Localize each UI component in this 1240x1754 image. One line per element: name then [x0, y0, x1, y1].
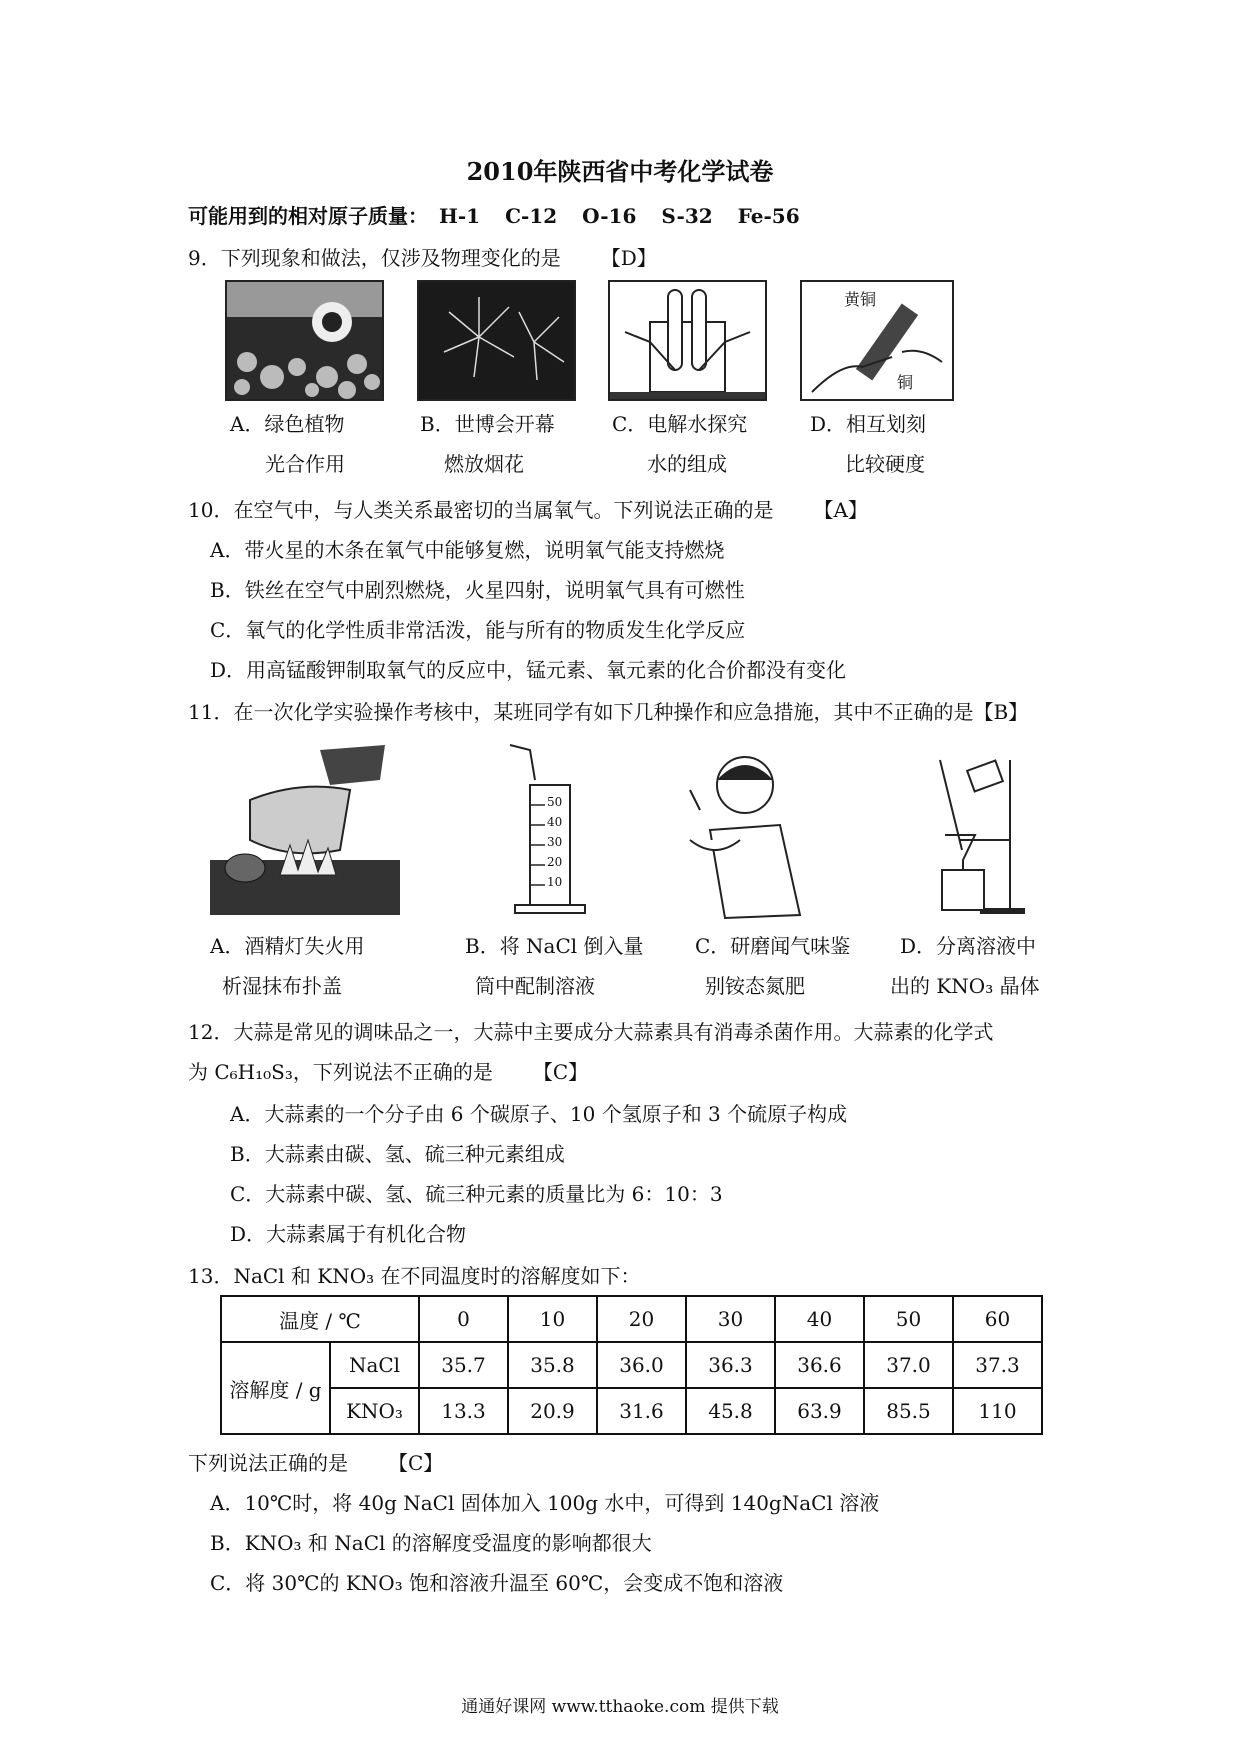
q12-option-d: D．大蒜素属于有机化合物: [230, 1222, 467, 1246]
q9-option-d-line2: 比较硬度: [845, 452, 925, 476]
alcohol-lamp-fire-image: [210, 740, 400, 918]
q9-option-b-line2: 燃放烟花: [444, 452, 524, 476]
table-cell: 45.8: [686, 1388, 775, 1434]
q10-option-a: A．带火星的木条在氧气中能够复燃，说明氧气能支持燃烧: [210, 538, 725, 562]
cylinder-mark-30: 30: [547, 835, 563, 849]
q11-option-c: [695, 926, 895, 1006]
q9-option-c: [612, 404, 812, 484]
temp-cell: 60: [953, 1296, 1042, 1342]
q11-option-b-line1: B．将 NaCl 倒入量: [465, 934, 644, 958]
q10-stem: [188, 494, 868, 523]
temp-cell: 30: [686, 1296, 775, 1342]
q12-option-c: C．大蒜素中碳、氢、硫三种元素的质量比为 6：10：3: [230, 1182, 723, 1206]
table-row: [221, 1388, 1042, 1434]
q11-option-d-line1: D．分离溶液中: [900, 934, 1037, 958]
table-row: [221, 1296, 1042, 1342]
q9-option-a-line1: A．绿色植物: [230, 412, 345, 436]
temp-cell: 10: [508, 1296, 597, 1342]
q12-option-b: B．大蒜素由碳、氢、硫三种元素组成: [230, 1142, 565, 1166]
solubility-table: [220, 1295, 1043, 1435]
q9-option-a-line2: 光合作用: [265, 452, 345, 476]
table-cell: 35.8: [508, 1342, 597, 1388]
q13-option-a: A．10℃时，将 40g NaCl 固体加入 100g 水中，可得到 140gNaCl 溶液: [210, 1491, 880, 1515]
table-cell: 36.0: [597, 1342, 686, 1388]
graduated-cylinder-image: [505, 740, 595, 918]
cylinder-mark-40: 40: [547, 815, 563, 829]
q13-option-b: B．KNO₃ 和 NaCl 的溶解度受温度的影响都很大: [210, 1531, 652, 1555]
q10-option-d: D．用高锰酸钾制取氧气的反应中，锰元素、氧元素的化合价都没有变化: [210, 658, 847, 682]
table-cell: 63.9: [775, 1388, 864, 1434]
q13-stem: 13．NaCl 和 KNO₃ 在不同温度时的溶解度如下：: [188, 1264, 641, 1288]
cylinder-mark-50: 50: [547, 795, 563, 809]
q12-stem-line2: [188, 1056, 588, 1085]
copper-label: 铜: [897, 373, 914, 392]
q9-option-d: [810, 404, 1010, 484]
table-cell: 110: [953, 1388, 1042, 1434]
table-cell: 20.9: [508, 1388, 597, 1434]
mass-h: H-1: [438, 204, 481, 228]
temp-header: 温度 / ℃: [221, 1296, 419, 1342]
mass-fe: Fe-56: [737, 204, 800, 228]
q13-option-c: C．将 30℃的 KNO₃ 饱和溶液升温至 60℃，会变成不饱和溶液: [210, 1571, 784, 1595]
cylinder-mark-10: 10: [547, 875, 563, 889]
q9-option-c-line2: 水的组成: [647, 452, 727, 476]
q9-option-b: [420, 404, 620, 484]
temp-cell: 40: [775, 1296, 864, 1342]
table-row: [221, 1342, 1042, 1388]
q11-option-a-line2: 析湿抹布扑盖: [222, 974, 342, 998]
q10-answer: 【A】: [813, 498, 868, 522]
q11-option-b-line2: 筒中配制溶液: [475, 974, 595, 998]
row-name: KNO₃: [330, 1388, 419, 1434]
atomic-masses: [188, 200, 818, 229]
q11-option-a: [210, 926, 410, 1006]
q11-stem: 11．在一次化学实验操作考核中，某班同学有如下几种操作和应急措施，其中不正确的是【B】: [188, 700, 1029, 724]
q11-option-d-line2: 出的 KNO₃ 晶体: [890, 974, 1040, 998]
q9-option-a: [230, 404, 430, 484]
q12-answer: 【C】: [532, 1060, 589, 1084]
temp-cell: 20: [597, 1296, 686, 1342]
q11-option-b: [465, 926, 665, 1006]
q12-stem-line2-text: 为 C₆H₁₀S₃，下列说法不正确的是: [188, 1060, 493, 1084]
table-cell: 37.3: [953, 1342, 1042, 1388]
q9-answer: 【D】: [600, 246, 657, 270]
table-cell: 37.0: [864, 1342, 953, 1388]
sunflower-image: [225, 280, 384, 401]
table-cell: 36.3: [686, 1342, 775, 1388]
atomic-masses-label: 可能用到的相对原子质量：: [188, 204, 428, 228]
table-cell: 13.3: [419, 1388, 508, 1434]
electrolysis-image: [608, 280, 767, 401]
table-cell: 31.6: [597, 1388, 686, 1434]
q11-option-d: [890, 926, 1100, 1006]
footer-source: 通通好课网 www.tthaoke.com 提供下载: [461, 1697, 779, 1717]
mass-c: C-12: [505, 204, 558, 228]
q12-option-a: A．大蒜素的一个分子由 6 个碳原子、10 个氢原子和 3 个硫原子构成: [230, 1102, 848, 1126]
q11-option-c-line1: C．研磨闻气味鉴: [695, 934, 851, 958]
page-title: 2010年陕西省中考化学试卷: [466, 157, 774, 186]
filtration-image: [900, 740, 1030, 918]
student-smelling-image: [670, 750, 810, 920]
q10-stem-text: 10．在空气中，与人类关系最密切的当属氧气。下列说法正确的是: [188, 498, 774, 522]
q9-option-c-line1: C．电解水探究: [612, 412, 748, 436]
table-cell: 36.6: [775, 1342, 864, 1388]
q10-option-c: C．氧气的化学性质非常活泼，能与所有的物质发生化学反应: [210, 618, 746, 642]
mass-o: O-16: [582, 204, 637, 228]
q13-follow: [188, 1447, 443, 1476]
q12-stem-line1: 12．大蒜是常见的调味品之一，大蒜中主要成分大蒜素具有消毒杀菌作用。大蒜素的化学式: [188, 1020, 994, 1044]
q9-stem: [188, 242, 657, 271]
scratch-hardness-image: [800, 280, 954, 401]
q10-option-b: B．铁丝在空气中剧烈燃烧，火星四射，说明氧气具有可燃性: [210, 578, 745, 602]
temp-cell: 0: [419, 1296, 508, 1342]
q9-stem-text: 9．下列现象和做法，仅涉及物理变化的是: [188, 246, 561, 270]
solubility-label: 溶解度 / g: [221, 1342, 330, 1434]
q11-option-a-line1: A．酒精灯失火用: [210, 934, 365, 958]
q9-option-d-line1: D．相互划刻: [810, 412, 927, 436]
q13-follow-text: 下列说法正确的是: [188, 1451, 348, 1475]
brass-label: 黄铜: [844, 290, 877, 309]
cylinder-mark-20: 20: [547, 855, 563, 869]
q9-option-b-line1: B．世博会开幕: [420, 412, 555, 436]
q13-answer: 【C】: [388, 1451, 444, 1475]
fireworks-image: [417, 280, 576, 401]
row-name: NaCl: [330, 1342, 419, 1388]
q11-option-c-line2: 别铵态氮肥: [705, 974, 805, 998]
table-cell: 85.5: [864, 1388, 953, 1434]
table-cell: 35.7: [419, 1342, 508, 1388]
mass-s: S-32: [661, 204, 713, 228]
temp-cell: 50: [864, 1296, 953, 1342]
